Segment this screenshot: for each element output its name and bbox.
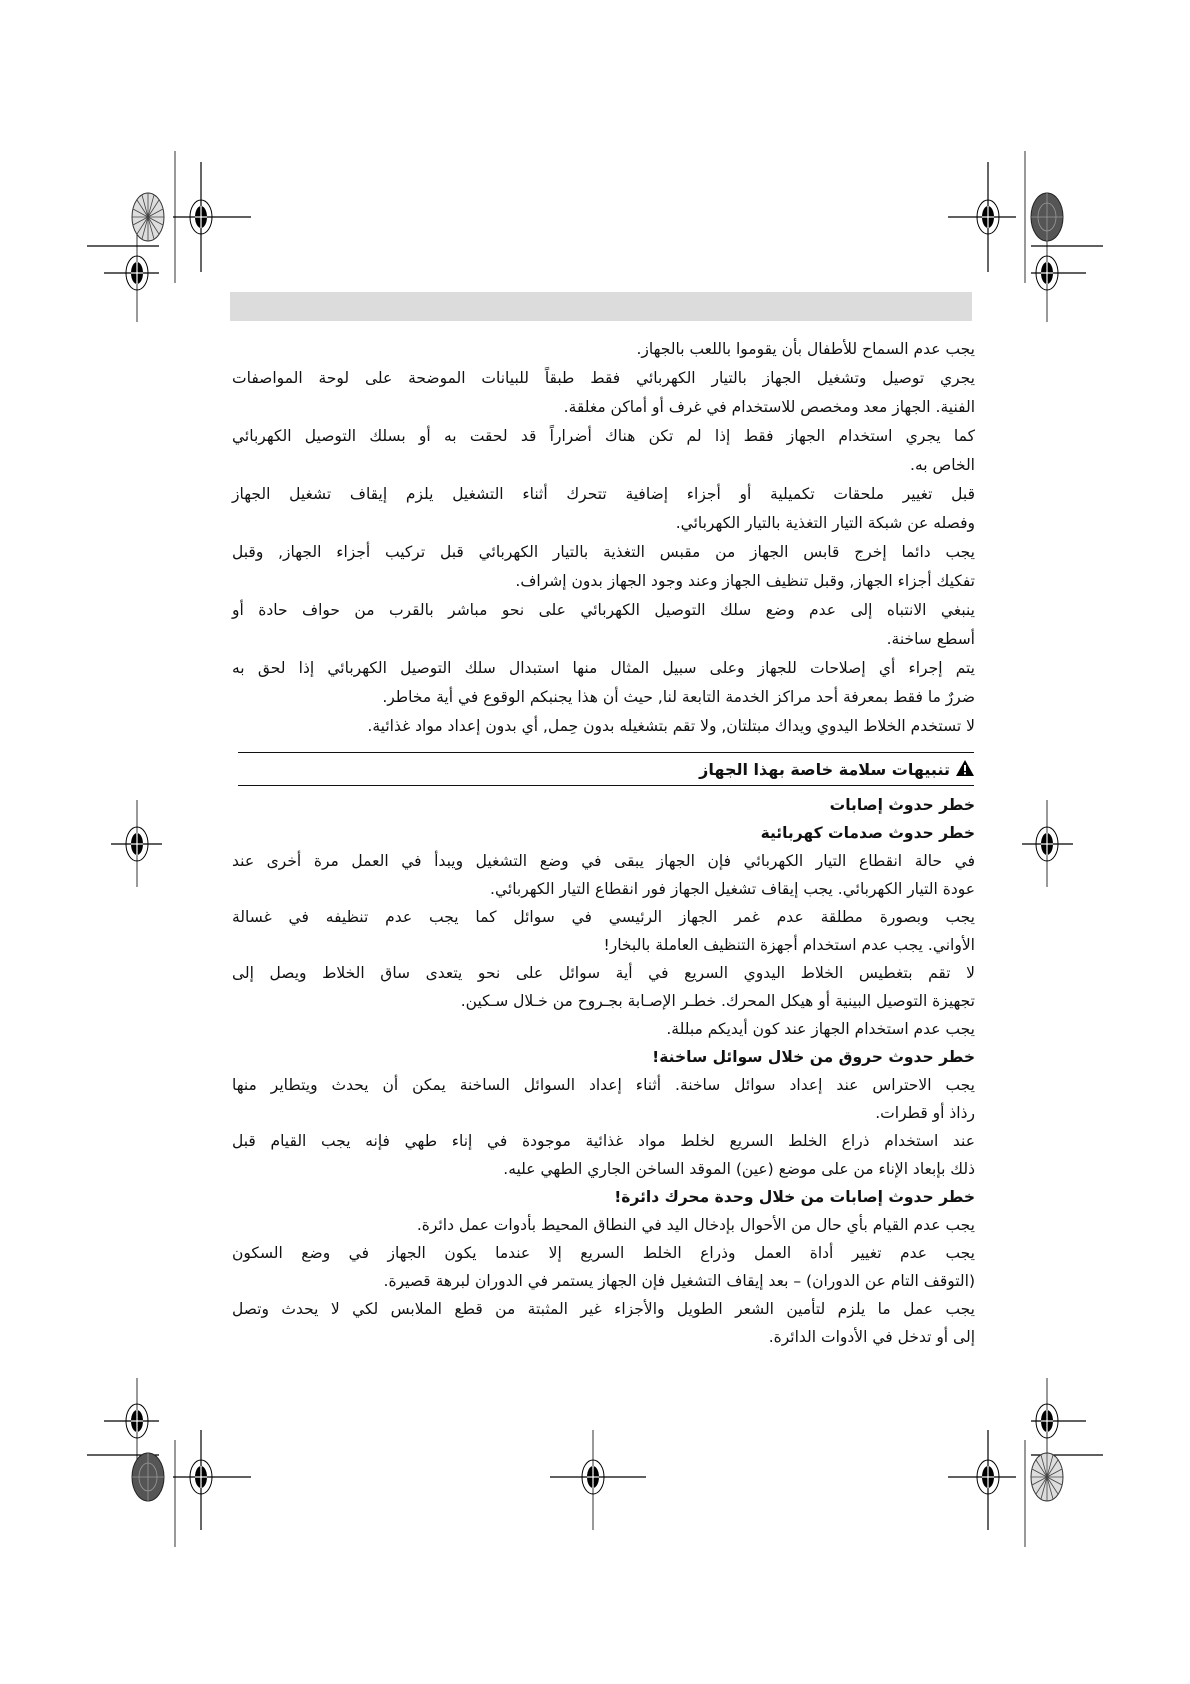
divider [238, 785, 974, 786]
subheading [232, 1043, 975, 1071]
paragraph-line: ينبغي الانتباه إلى عدم وضع سلك التوصيل الكهربائي على نحو مباشر بالقرب من حواف حادة أو [232, 601, 975, 619]
subheading [232, 1183, 975, 1211]
paragraph [232, 1127, 975, 1183]
paragraph-line: قبل تغيير ملحقات تكميلية أو أجزاء إضافية تتحرك أثناء التشغيل يلزم إيقاف تشغيل الجهاز [232, 485, 975, 503]
paragraph [232, 1211, 975, 1239]
paragraph-line: يجب عدم القيام بأي حال من الأحوال بإدخال اليد في النطاق المحيط بأدوات عمل دائرة. [416, 1216, 975, 1234]
paragraph [232, 1015, 975, 1043]
paragraph [232, 903, 975, 959]
subheading [232, 819, 975, 847]
paragraph-line: يجب عدم تغيير أداة العمل وذراع الخلط السريع إلا عندما يكون الجهاز في وضع السكون [232, 1244, 975, 1262]
subheading-text: خطر حدوث صدمات كهربائية [760, 824, 975, 842]
paragraph-line: تجهيزة التوصيل البينية أو هيكل المحرك. خطـر الإصـابة بجـروح من خـلال سـكين. [460, 992, 975, 1010]
paragraph [232, 1071, 975, 1127]
paragraph-line: الخاص به. [910, 456, 975, 474]
paragraph-line: كما يجري استخدام الجهاز فقط إذا لم تكن هناك أضراراً قد لحقت به أو بسلك التوصيل الكهربائي [232, 427, 975, 445]
paragraph-line: الأواني. يجب عدم استخدام أجهزة التنظيف العاملة بالبخار! [603, 936, 975, 954]
paragraph [232, 1295, 975, 1351]
subheading [232, 791, 975, 819]
paragraph [232, 596, 975, 654]
general-safety-section [232, 335, 975, 741]
subheading-text: خطر حدوث إصابات [829, 796, 975, 814]
paragraph-line: لا تستخدم الخلاط اليدوي ويداك مبتلتان, ولا تقم بتشغيله بدون حِمل, أي بدون إعداد مواد غذائية. [367, 717, 975, 735]
paragraph-line: يجب دائما إخرج قابس الجهاز من مقبس التغذية بالتيار الكهربائي قبل تركيب أجزاء الجهاز, وقبل [232, 543, 975, 561]
paragraph [232, 847, 975, 903]
paragraph [232, 538, 975, 596]
paragraph [232, 959, 975, 1015]
paragraph-line: وفصله عن شبكة التيار التغذية بالتيار الكهربائي. [675, 514, 975, 532]
paragraph-line: في حالة انقطاع التيار الكهربائي فإن الجهاز يبقى في وضع التشغيل ويبدأ في العمل مرة أخرى عند [232, 852, 975, 870]
paragraph-line: يجب عدم السماح للأطفال بأن يقوموا باللعب بالجهاز. [636, 340, 975, 358]
appliance-safety-section [232, 791, 975, 1351]
warning-triangle-icon [956, 758, 974, 784]
paragraph-line: يجب عمل ما يلزم لتأمين الشعر الطويل والأجزاء غير المثبتة من قطع الملابس لكي لا يحدث وتصل [232, 1300, 975, 1318]
paragraph [232, 364, 975, 422]
paragraph-line: يجب وبصورة مطلقة عدم غمر الجهاز الرئيسي في سوائل كما يجب عدم تنظيفه في غسالة [232, 908, 975, 926]
paragraph-line: يجري توصيل وتشغيل الجهاز بالتيار الكهربائي فقط طبقاً للبيانات الموضحة على لوحة المواصفات [232, 369, 975, 387]
paragraph-line: يتم إجراء أي إصلاحات للجهاز وعلى سبيل المثال منها استبدال سلك التوصيل الكهربائي إذا لحق به [232, 659, 975, 677]
paragraph-line: عودة التيار الكهربائي. يجب إيقاف تشغيل الجهاز فور انقطاع التيار الكهربائي. [490, 880, 975, 898]
paragraph-line: إلى أو تدخل في الأدوات الدائرة. [768, 1328, 975, 1346]
paragraph [232, 480, 975, 538]
paragraph-line: ذلك بإبعاد الإناء من على موضع (عين) الموقد الساخن الجاري الطهي عليه. [503, 1160, 975, 1178]
paragraph-line: رذاذ أو قطرات. [875, 1104, 975, 1122]
header-bar [230, 292, 972, 321]
subheading-text: خطر حدوث حروق من خلال سوائل ساخنة! [652, 1048, 975, 1066]
paragraph [232, 335, 975, 364]
section-heading-text: تنبيهات سلامة خاصة بهذا الجهاز [699, 760, 950, 779]
paragraph-line: عند استخدام ذراع الخلط السريع لخلط مواد غذائية موجودة في إناء طهي فإنه يجب القيام قبل [232, 1132, 975, 1150]
paragraph [232, 654, 975, 712]
paragraph-line: أسطع ساخنة. [886, 630, 975, 648]
paragraph [232, 422, 975, 480]
paragraph-line: يجب الاحتراس عند إعداد سوائل ساخنة. أثناء إعداد السوائل الساخنة يمكن أن يحدث ويتطاير منها [232, 1076, 975, 1094]
paragraph-line: تفكيك أجزاء الجهاز, وقبل تنظيف الجهاز وعند وجود الجهاز بدون إشراف. [515, 572, 975, 590]
paragraph [232, 712, 975, 741]
section-heading [238, 757, 974, 783]
paragraph-line: (التوقف التام عن الدوران) – بعد إيقاف التشغيل فإن الجهاز يستمر في الدوران لبرهة قصيرة. [383, 1272, 975, 1290]
paragraph-line: الفنية. الجهاز معد ومخصص للاستخدام في غرف أو أماكن مغلقة. [563, 398, 975, 416]
paragraph-line: ضررٌ ما فقط بمعرفة أحد مراكز الخدمة التابعة لنا, حيث أن هذا يجنبكم الوقوع في أية مخاطر. [382, 688, 975, 706]
paragraph-line: يجب عدم استخدام الجهاز عند كون أيديكم مبللة. [666, 1020, 975, 1038]
paragraph-line: لا تقم بتغطيس الخلاط اليدوي السريع في أية سوائل على نحو يتعدى ساق الخلاط ويصل إلى [232, 964, 975, 982]
divider [238, 752, 974, 753]
paragraph [232, 1239, 975, 1295]
subheading-text: خطر حدوث إصابات من خلال وحدة محرك دائرة! [614, 1188, 975, 1206]
